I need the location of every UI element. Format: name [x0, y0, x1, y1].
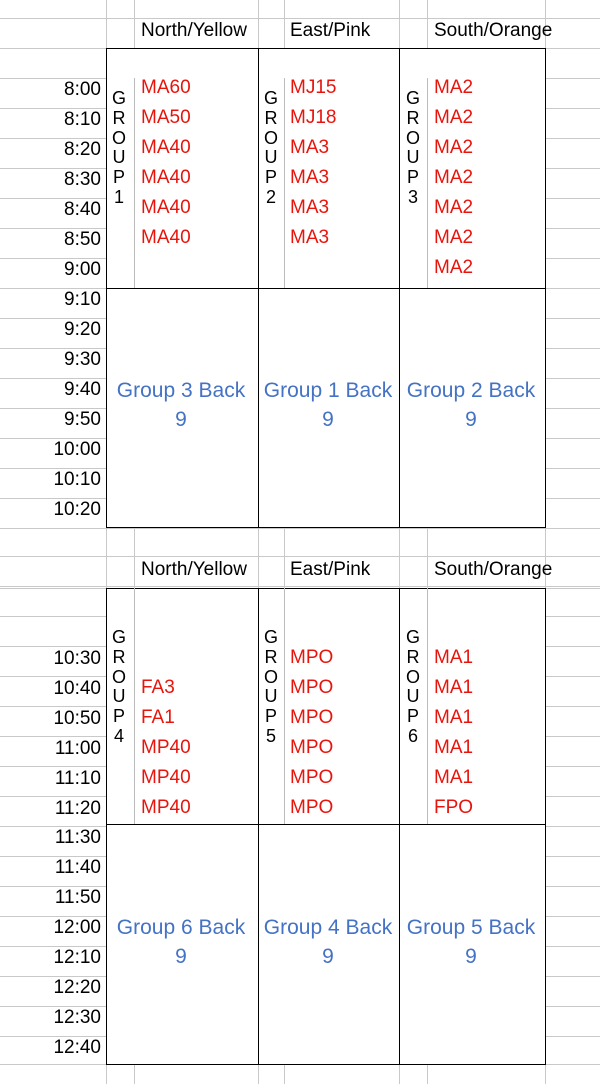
course-code: MA2: [434, 257, 474, 278]
course-code: MA2: [434, 197, 474, 218]
time-label: 12:40: [53, 1037, 101, 1058]
course-code: MA2: [434, 167, 474, 188]
header-south-orange-1: South/Orange: [434, 20, 553, 41]
time-label: 9:20: [64, 319, 101, 340]
course-code: MPO: [290, 737, 334, 758]
course-code: MA40: [141, 167, 191, 188]
course-code: MPO: [290, 647, 334, 668]
time-label: 8:50: [64, 229, 101, 250]
course-code: MA40: [141, 197, 191, 218]
course-code: MA50: [141, 107, 191, 128]
course-code: MP40: [141, 737, 191, 758]
group-3-label: G R O U P 3: [405, 88, 420, 207]
course-code: MA40: [141, 227, 191, 248]
time-label: 10:40: [53, 678, 101, 699]
back-label: Group 2 Back 9: [406, 379, 536, 431]
course-code: FPO: [434, 797, 474, 818]
course-code: MPO: [290, 767, 334, 788]
course-code: MP40: [141, 797, 191, 818]
group-5-label: G R O U P 5: [263, 627, 278, 746]
course-code: MA40: [141, 137, 191, 158]
time-label: 11:50: [54, 887, 101, 908]
time-label: 11:20: [54, 798, 101, 819]
back-label: Group 4 Back 9: [263, 916, 393, 968]
course-code: MP40: [141, 767, 191, 788]
course-code: MA2: [434, 137, 474, 158]
time-label: 10:30: [53, 648, 101, 669]
course-code: MA2: [434, 227, 474, 248]
back-label: Group 1 Back 9: [263, 379, 393, 431]
time-label: 10:20: [53, 499, 101, 520]
header-east-pink-2: East/Pink: [290, 559, 371, 580]
course-code: MJ15: [290, 77, 337, 98]
time-label: 11:30: [54, 827, 101, 848]
group-4-label: G R O U P 4: [111, 627, 126, 746]
inner-divider-2b: [284, 588, 285, 824]
header-north-yellow-1: North/Yellow: [141, 20, 247, 41]
course-code: MA2: [434, 77, 474, 98]
gridline-h: [0, 528, 600, 529]
course-code: MA2: [434, 107, 474, 128]
course-code: MPO: [290, 707, 334, 728]
time-label: 8:40: [64, 199, 101, 220]
inner-divider-2a: [134, 588, 135, 824]
time-label: 11:10: [54, 768, 101, 789]
course-code: MJ18: [290, 107, 337, 128]
course-code: FA1: [141, 707, 175, 728]
header-north-yellow-2: North/Yellow: [141, 559, 247, 580]
time-label: 11:40: [54, 857, 101, 878]
header-south-orange-2: South/Orange: [434, 559, 553, 580]
course-code: MA1: [434, 647, 474, 668]
time-label: 8:00: [64, 79, 101, 100]
time-label: 8:20: [64, 139, 101, 160]
course-code: MA3: [290, 137, 330, 158]
divider-2: [106, 824, 546, 825]
group-1-label: G R O U P 1: [111, 88, 126, 207]
time-label: 9:10: [64, 289, 101, 310]
back-label: Group 6 Back 9: [116, 916, 246, 968]
time-label: 10:10: [53, 469, 101, 490]
time-label: 12:20: [53, 977, 101, 998]
time-label: 11:00: [54, 738, 101, 759]
time-label: 12:00: [53, 917, 101, 938]
group-6-label: G R O U P 6: [405, 627, 420, 746]
time-label: 12:10: [53, 947, 101, 968]
header-east-pink-1: East/Pink: [290, 20, 371, 41]
time-label: 9:30: [64, 349, 101, 370]
time-label: 10:50: [53, 708, 101, 729]
course-code: MA1: [434, 707, 474, 728]
course-code: MA3: [290, 197, 330, 218]
course-code: MA1: [434, 767, 474, 788]
time-label: 12:30: [53, 1007, 101, 1028]
time-label: 8:10: [64, 109, 101, 130]
time-label: 9:00: [64, 259, 101, 280]
course-code: MA3: [290, 167, 330, 188]
course-code: MPO: [290, 797, 334, 818]
course-code: MA1: [434, 737, 474, 758]
divider-1: [106, 288, 546, 289]
course-code: MPO: [290, 677, 334, 698]
course-code: MA60: [141, 77, 191, 98]
time-label: 8:30: [64, 169, 101, 190]
course-code: MA1: [434, 677, 474, 698]
course-code: FA3: [141, 677, 175, 698]
back-label: Group 5 Back 9: [406, 916, 536, 968]
back-label: Group 3 Back 9: [116, 379, 246, 431]
group-2-label: G R O U P 2: [263, 88, 278, 207]
time-label: 9:50: [64, 409, 101, 430]
inner-divider-2c: [427, 588, 428, 824]
col-divider-2b: [399, 588, 400, 1064]
time-label: 9:40: [64, 379, 101, 400]
time-label: 10:00: [53, 439, 101, 460]
course-code: MA3: [290, 227, 330, 248]
gridline-h: [0, 586, 600, 587]
